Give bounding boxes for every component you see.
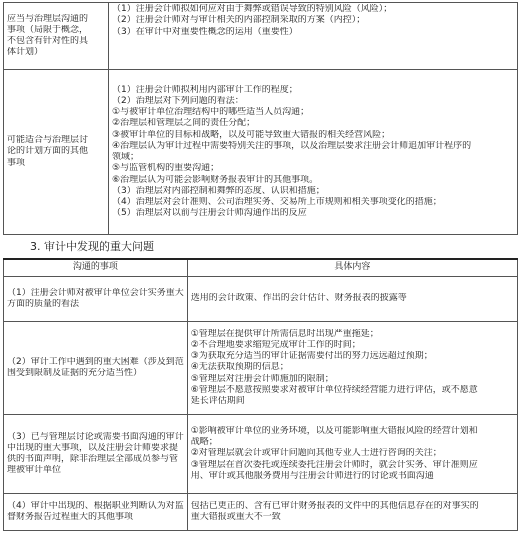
cell-line: （2）审计工作中遇到的重大困难（涉及到范 bbox=[7, 356, 184, 367]
cell-line: 领域； bbox=[112, 152, 140, 162]
cell-line: 可能适合与治理层讨 bbox=[7, 135, 89, 146]
table-row bbox=[4, 322, 518, 415]
cell-line: 重大错报或重大不一致 bbox=[190, 512, 281, 522]
cell-line: 用、审计或其他服务费用与注册会计师进行的讨论或书面沟通 bbox=[190, 470, 434, 481]
cell-line: ④治理层认为审计过程中需要特别关注的事项，以及治理层要求注册会计师追加审计程序的 bbox=[112, 140, 472, 151]
row-label-cell bbox=[4, 415, 188, 494]
row-content-cell bbox=[109, 3, 518, 70]
cell-line: 方面的质量的看法 bbox=[7, 299, 80, 309]
cell-line: ①与被审计单位治理结构中的哪些适当人员沟通； bbox=[112, 107, 310, 117]
table-row bbox=[4, 415, 518, 494]
cell-line: 中出现的重大事项，以及注册会计师要求提 bbox=[7, 442, 179, 453]
table-row bbox=[4, 70, 518, 235]
cell-line: ③为获取充分适当的审计证据需要付出的努力远远超过预期； bbox=[190, 351, 433, 362]
row-label-cell bbox=[4, 277, 188, 322]
cell-line: 包括已更正的、含有已审计财务报表的文件中的其他信息存在的对事实的 bbox=[190, 500, 479, 511]
cell-line: ①影响被审计单位的业务环境，以及可能影响重大错报风险的经营计划和 bbox=[190, 425, 478, 436]
cell-line: 围受到限制及证据的充分适当性） bbox=[7, 368, 143, 378]
cell-line: 战略； bbox=[190, 437, 218, 448]
cell-line: 不包含有针对性的具 bbox=[7, 36, 89, 46]
cell-line: （1）注册会计师拟如何应对由于舞弊或错误导致的特别风险（风险）； bbox=[112, 4, 393, 14]
cell-line: （4）审计中出现的、根据职业判断认为对监 bbox=[7, 500, 184, 511]
row-label-cell bbox=[4, 322, 188, 415]
cell-line: ⑥治理层认为可能会影响财务报表审计的其他事项。 bbox=[112, 174, 319, 185]
row-content-cell bbox=[187, 415, 517, 494]
row-label-cell bbox=[4, 3, 109, 70]
cell-line: ②对管理层就会计或审计问题向其他专业人士进行咨询的关注； bbox=[190, 448, 442, 459]
significant-findings-table bbox=[3, 258, 518, 531]
cell-line: （4）治理层对会计准则、公司治理实务、交易所上市规则和相关事项变化的措施； bbox=[112, 197, 442, 207]
cell-line: 督财务报告过程重大的其他事项 bbox=[7, 512, 134, 522]
cell-line: （5）治理层对以前与注册会计师沟通作出的反应 bbox=[112, 208, 307, 219]
row-content-cell bbox=[187, 277, 517, 322]
cell-line: 应当与治理层沟通的 bbox=[7, 13, 89, 24]
cell-line: ⑥管理层不愿意按照要求对被审计单位持续经营能力进行评估，或不愿意 bbox=[190, 384, 478, 395]
cell-line: （1）注册会计师对被审计单位会计实务重大 bbox=[7, 287, 184, 298]
column-header: 具体内容 bbox=[187, 259, 517, 277]
cell-line: ⑤管理层对注册会计师施加的限制； bbox=[190, 373, 334, 384]
cell-line: ②不合理地要求缩短完成审计工作的时间； bbox=[190, 339, 361, 350]
cell-line: ③管理层在首次委托或连续委托注册会计师时，就会计实务、审计准则应 bbox=[190, 459, 478, 470]
cell-line: 供的书面声明，除非治理层全部成员参与管 bbox=[7, 454, 179, 464]
row-content-cell bbox=[109, 70, 518, 235]
cell-line: （3）治理层对内部控制和舞弊的态度、认识和措施； bbox=[112, 185, 325, 196]
cell-line: ②治理层和管理层之间的责任分配； bbox=[112, 118, 256, 129]
cell-line: 事项 bbox=[7, 157, 26, 168]
cell-line: ①管理层在提供审计所需信息时出现严重拖延； bbox=[190, 328, 379, 339]
cell-line: 延长评估期间 bbox=[190, 396, 245, 407]
cell-line: （3）已与管理层讨论或需要书面沟通的审计 bbox=[7, 431, 184, 442]
cell-line: 体计划） bbox=[7, 47, 44, 58]
cell-line: 选用的会计政策、作出的会计估计、财务报表的披露等 bbox=[190, 293, 407, 304]
cell-line: （3）在审计中对重要性概念的运用（重要性） bbox=[112, 26, 298, 37]
column-header: 沟通的事项 bbox=[4, 259, 188, 277]
cell-line: （1）注册会计师拟利用内部审计工作的程度； bbox=[112, 84, 298, 95]
cell-line: 事项（局限于概念， bbox=[7, 24, 89, 35]
cell-line: ④无法获取预期的信息； bbox=[190, 362, 289, 373]
cell-line: ⑤与监管机构的重要沟通； bbox=[112, 163, 220, 174]
table-row bbox=[4, 494, 518, 531]
row-content-cell bbox=[187, 494, 517, 531]
cell-line: 论的计划方面的其他 bbox=[7, 146, 89, 157]
cell-line: ③被审计单位的目标和战略，以及可能导致重大错报的相关经营风险； bbox=[112, 129, 391, 140]
cell-line: （2）治理层对下列问题的看法： bbox=[112, 95, 244, 106]
table-row bbox=[4, 3, 518, 70]
row-content-cell bbox=[187, 322, 517, 415]
cell-line: 理被审计单位 bbox=[7, 465, 62, 476]
table-row bbox=[4, 277, 518, 322]
table-header-row bbox=[4, 259, 518, 277]
row-label-cell bbox=[4, 494, 188, 531]
row-label-cell bbox=[4, 70, 109, 235]
planning-matters-table bbox=[3, 2, 518, 235]
cell-line: （2）注册会计师对与审计相关的内部控制采取的方案（内控）； bbox=[112, 15, 366, 26]
section-heading: 3. 审计中发现的重大问题 bbox=[30, 240, 154, 253]
